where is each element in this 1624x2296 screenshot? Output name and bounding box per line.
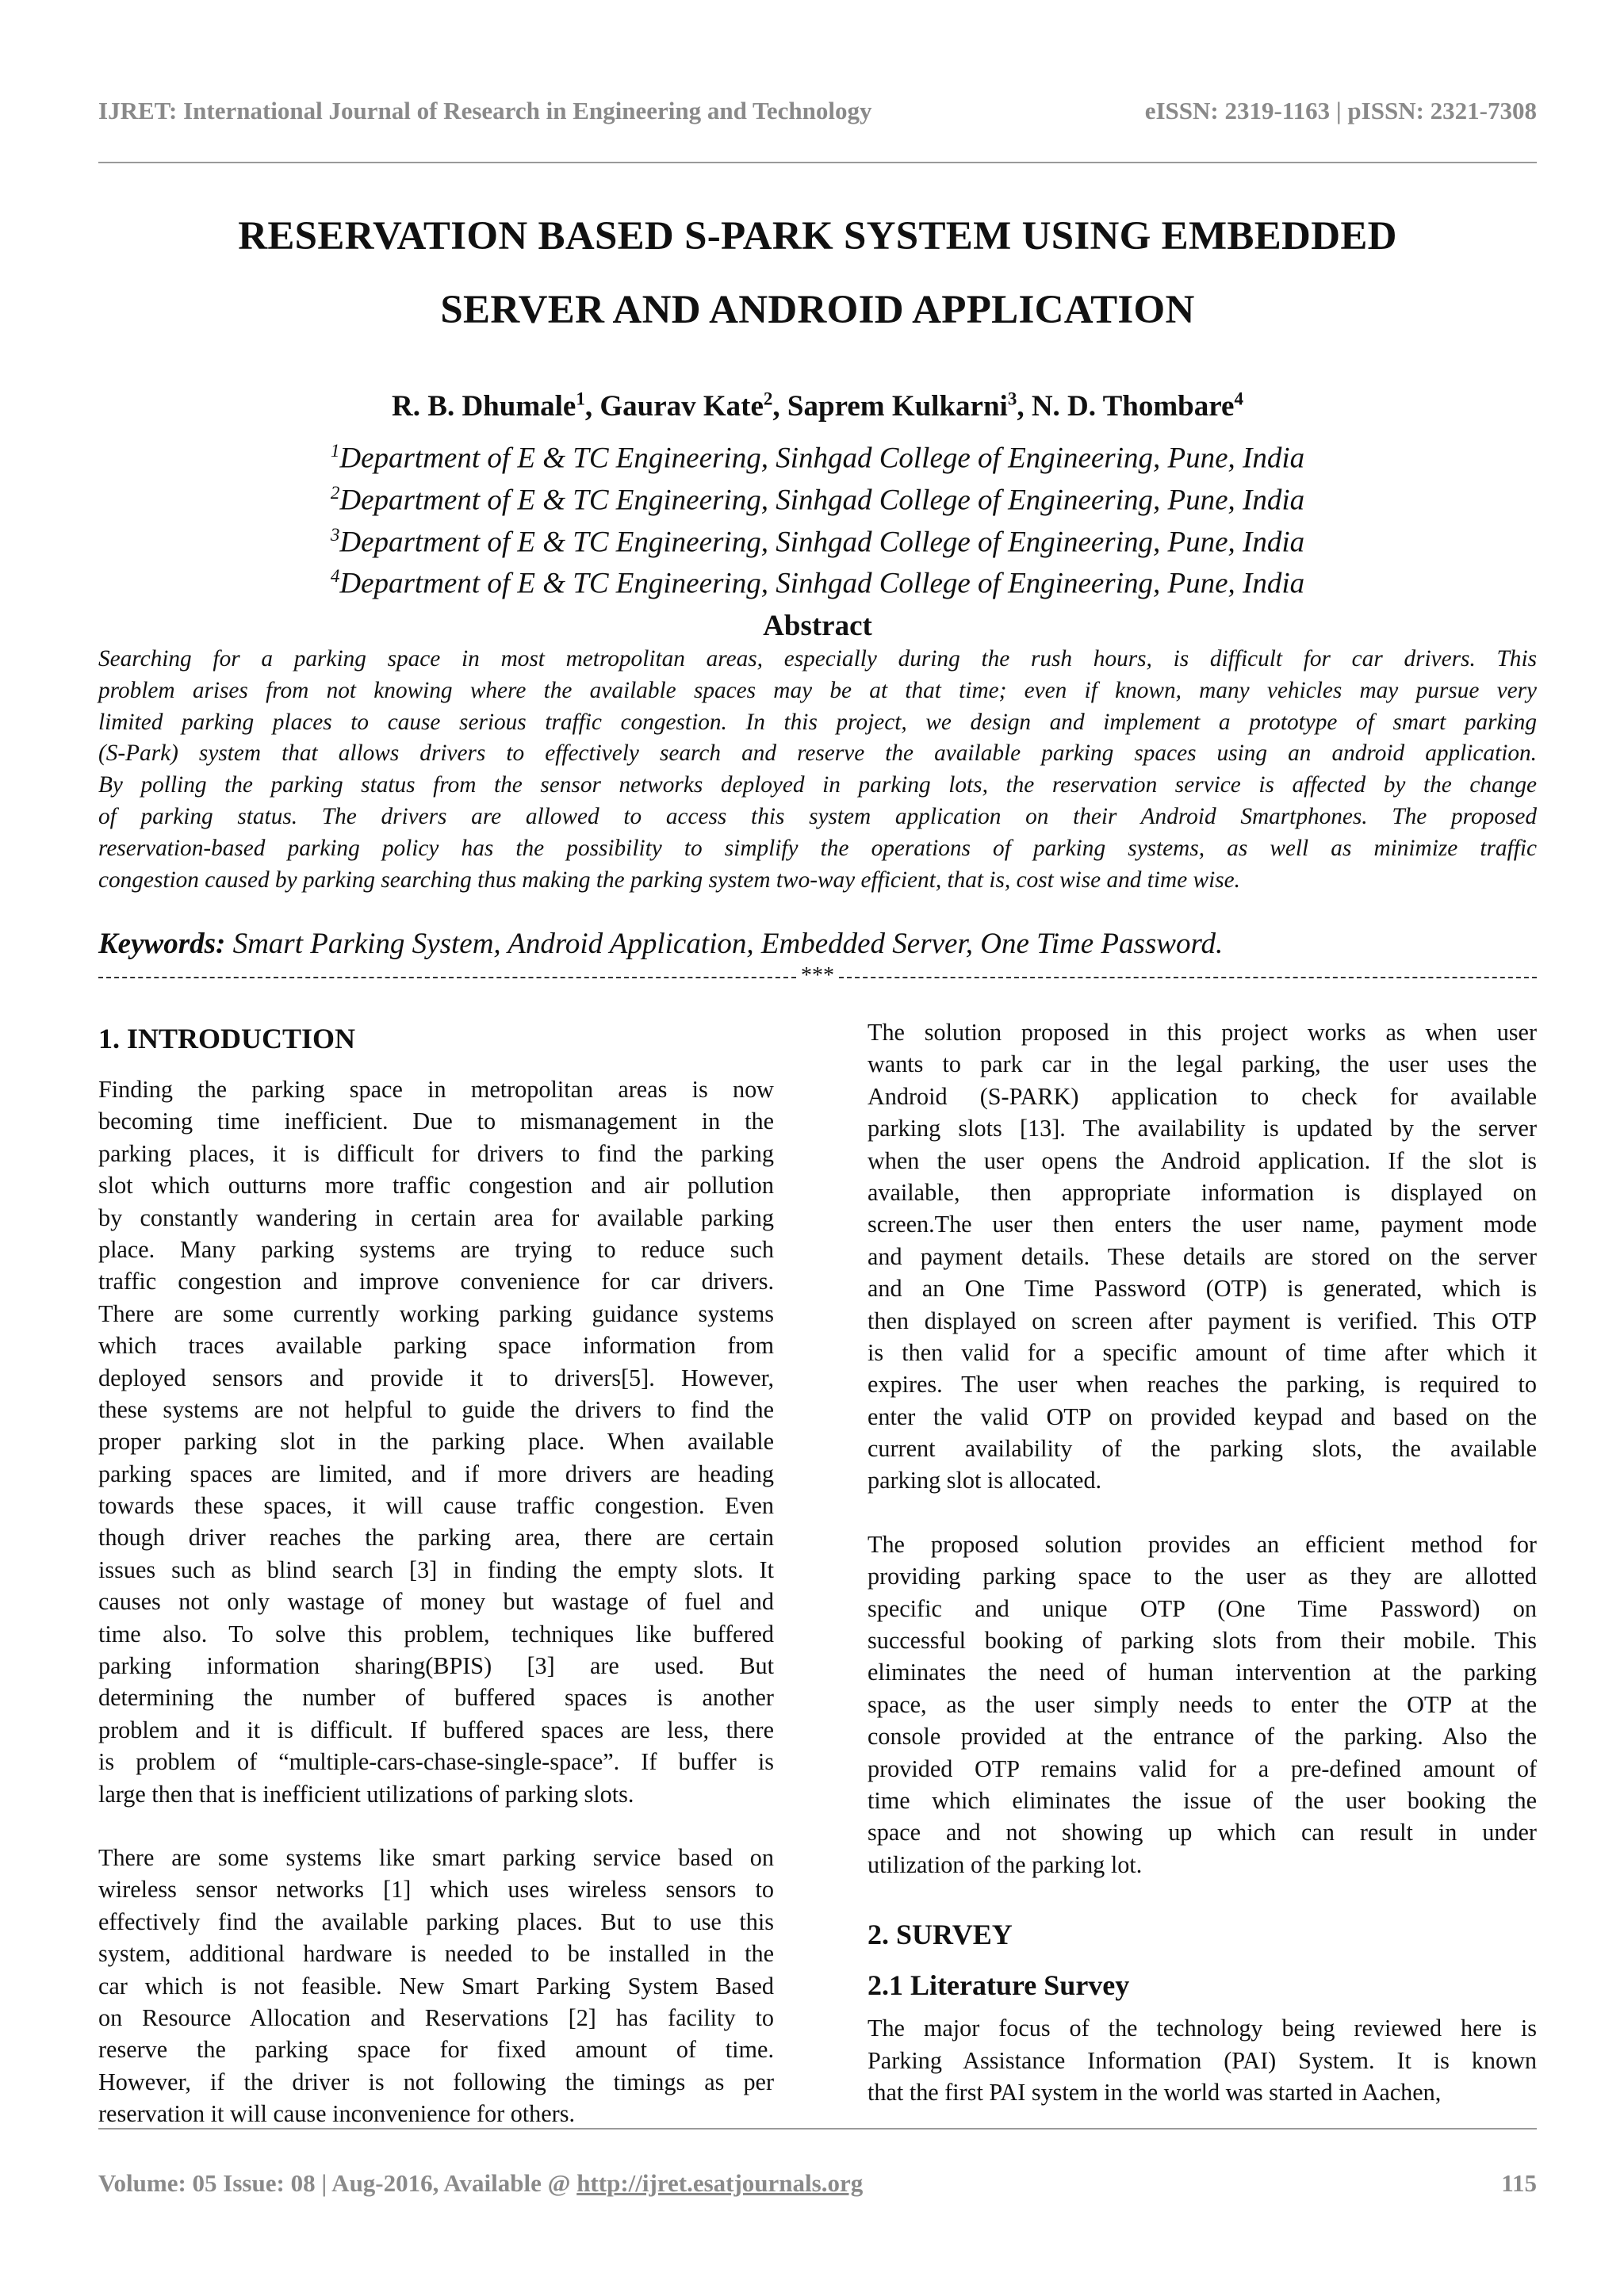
affiliation: $^2$Department of E & TC Engineering, Sinhgad College of Engineering, Pune, India [330,482,1305,517]
text-line: system, additional hardware is needed to be installed in the [98,1940,774,1968]
abstract-body [98,644,1537,896]
text-line: car which is not feasible. New Smart Parking System Based [98,1972,774,1999]
right-column [868,1016,1537,2108]
page-number: 115 [1501,2169,1537,2197]
affiliation: $^1$Department of E & TC Engineering, Sinhgad College of Engineering, Pune, India [330,441,1305,475]
header-rule [98,162,1537,163]
text-line: space, as the user simply needs to enter the OTP at the [868,1690,1537,1718]
text-line: There are some currently working parking guidance systems [98,1299,774,1327]
text-line: However, if the driver is not following the timings as per [98,2068,774,2095]
text-line: towards these spaces, it will cause traffic congestion. Even [98,1492,774,1520]
text-line: when the user opens the Android application. If the slot is [868,1146,1537,1174]
text-line: (S-Park) system that allows drivers to effectively search and reserve the available parking spaces using an android application. [98,740,1537,767]
text-line: proper parking slot in the parking place. When available [98,1428,774,1456]
author: Gaurav Kate$^2$ [599,389,773,423]
text-line: issues such as blind search [3] in finding the empty slots. It [98,1556,774,1583]
text-line: parking slots [13]. The availability is updated by the server [868,1115,1537,1142]
text-line: providing parking space to the user as they are allotted [868,1563,1537,1590]
text-line: problem and it is difficult. If buffered spaces are less, there [98,1716,774,1743]
paragraph [98,1842,774,2130]
text-line: though driver reaches the parking area, there are certain [98,1524,774,1552]
text-line: time which eliminates the issue of the user booking the [868,1786,1537,1814]
affiliation-list [98,434,1537,601]
subsection-heading-literature-survey: 2.1 Literature Survey [868,1969,1130,2002]
text-line: of parking status. The drivers are allowed to access this system application on their Android Smartphones. The proposed [98,803,1537,829]
text-line: reserve the parking space for fixed amount of time. [98,2036,774,2064]
text-line: space and not showing up which can result in under [868,1819,1537,1846]
separator-stars: *** [801,963,834,988]
text-line: large then that is inefficient utilizations of parking slots. [98,1780,634,1808]
text-line: then displayed on screen after payment is verified. This OTP [868,1307,1537,1334]
text-line: reservation it will cause inconvenience for others. [98,2100,576,2128]
text-line: which traces available parking space information from [98,1332,774,1360]
text-line: place. Many parking systems are trying to reduce such [98,1235,774,1263]
text-line: causes not only wastage of money but wastage of fuel and [98,1588,774,1616]
text-line: by constantly wandering in certain area for available parking [98,1203,774,1231]
text-line: console provided at the entrance of the parking. Also the [868,1723,1537,1751]
text-line: parking places, it is difficult for drivers to find the parking [98,1139,774,1167]
keywords-value: Smart Parking System, Android Application, Embedded Server, One Time Password. [232,928,1224,960]
separator-dash [839,977,1537,978]
text-line: these systems are not helpful to guide the drivers to find the [98,1395,774,1423]
text-line: problem arises from not knowing where the available spaces may be at that time; even if known, many vehicles may pursue very [98,677,1537,703]
text-line: deployed sensors and provide it to drivers[5]. However, [98,1364,774,1391]
paragraph [868,1529,1537,1881]
text-line: parking information sharing(BPIS) [3] are used. But [98,1652,774,1680]
affiliation: $^3$Department of E & TC Engineering, Sinhgad College of Engineering, Pune, India [330,524,1305,558]
text-line: that the first PAI system in the world was started in Aachen, [868,2078,1442,2106]
text-line: parking spaces are limited, and if more drivers are heading [98,1460,774,1487]
text-line: is problem of “multiple-cars-chase-single-space”. If buffer is [98,1748,774,1776]
text-line: The major focus of the technology being reviewed here is [868,2015,1537,2042]
running-footer [98,2169,1537,2209]
text-line: is then valid for a specific amount of time after which it [868,1338,1537,1366]
section-heading-introduction: 1. INTRODUCTION [98,1023,356,1054]
text-line: time also. To solve this problem, techniques like buffered [98,1620,774,1647]
text-line: The proposed solution provides an efficient method for [868,1530,1537,1558]
separator-dash [98,977,796,978]
author: R. B. Dhumale$^1$ [392,389,585,423]
text-line: limited parking places to cause serious traffic congestion. In this project, we design and implement a prototype of smart parking [98,709,1537,735]
paragraph [868,2012,1537,2108]
abstract-heading: Abstract [763,610,872,642]
section-heading-survey: 2. SURVEY [868,1919,1013,1951]
text-line: Finding the parking space in metropolitan areas is now [98,1076,774,1103]
text-line: slot which outturns more traffic congestion and air pollution [98,1172,774,1200]
text-line: provided OTP remains valid for a pre-defined amount of [868,1755,1537,1782]
text-line: traffic congestion and improve convenience for car drivers. [98,1268,774,1295]
paragraph [98,1073,774,1810]
footer-volume: Volume: 05 Issue: 08 | Aug-2016, Available @ http://ijret.esatjournals.org [98,2169,864,2197]
text-line: wants to park car in the legal parking, the user uses the [868,1050,1537,1078]
text-line: screen.The user then enters the user name, payment mode [868,1211,1537,1238]
text-line: The solution proposed in this project works as when user [868,1019,1537,1046]
journal-url-link[interactable]: http://ijret.esatjournals.org [576,2169,864,2197]
text-line: Searching for a parking space in most metropolitan areas, especially during the rush hours, is difficult for car drivers. This [98,646,1537,672]
text-line: and an One Time Password (OTP) is generated, which is [868,1275,1537,1303]
text-line: Android (S-PARK) application to check for available [868,1082,1537,1110]
title-line-1: RESERVATION BASED S-PARK SYSTEM USING EMBEDDED [238,214,1397,258]
text-line: becoming time inefficient. Due to mismanagement in the [98,1108,774,1135]
affiliation: $^4$Department of E & TC Engineering, Sinhgad College of Engineering, Pune, India [330,566,1305,600]
running-header [98,97,1537,136]
author-list: R. B. Dhumale$^1$, Gaurav Kate$^2$, Saprem Kulkarni$^3$, N. D. Thombare$^4$ [392,389,1243,423]
text-line: expires. The user when reaches the parking, is required to [868,1371,1537,1399]
issn: eISSN: 2319-1163 | pISSN: 2321-7308 [1144,97,1537,124]
text-line: specific and unique OTP (One Time Password) on [868,1594,1537,1622]
text-line: By polling the parking status from the sensor networks deployed in parking lots, the reservation service is affected by the change [98,772,1537,798]
text-line: There are some systems like smart parking service based on [98,1843,774,1871]
text-line: successful booking of parking slots from their mobile. This [868,1627,1537,1655]
text-line: determining the number of buffered spaces is another [98,1684,774,1712]
text-line: enter the valid OTP on provided keypad and based on the [868,1402,1537,1430]
text-line: on Resource Allocation and Reservations [2] has facility to [98,2003,774,2031]
text-line: and payment details. These details are stored on the server [868,1242,1537,1270]
keywords-label: Keywords: [98,928,226,960]
text-line: utilization of the parking lot. [868,1850,1143,1878]
text-line: congestion caused by parking searching thus making the parking system two-way efficient, that is, cost wise and time wise. [98,867,1240,893]
text-line: reservation-based parking policy has the possibility to simplify the operations of parking systems, as well as minimize traffic [98,835,1537,861]
author: N. D. Thombare$^4$ [1031,389,1243,423]
separator-line [98,962,1537,989]
text-line: current availability of the parking slots, the available [868,1435,1537,1463]
text-line: wireless sensor networks [1] which uses wireless sensors to [98,1876,774,1904]
paragraph [868,1016,1537,1497]
title-line-2: SERVER AND ANDROID APPLICATION [440,288,1195,332]
text-line: effectively find the available parking places. But to use this [98,1908,774,1935]
text-line: Parking Assistance Information (PAI) System. It is known [868,2046,1537,2074]
paper-title [98,200,1537,347]
keywords [98,926,1537,962]
author: Saprem Kulkarni$^3$ [787,389,1017,423]
journal-name: IJRET: International Journal of Research in Engineering and Technology [98,97,872,124]
footer-rule [98,2128,1537,2130]
text-line: parking slot is allocated. [868,1467,1102,1494]
text-line: available, then appropriate information is displayed on [868,1178,1537,1206]
text-line: eliminates the need of human intervention at the parking [868,1659,1537,1686]
left-column [98,1016,774,2130]
